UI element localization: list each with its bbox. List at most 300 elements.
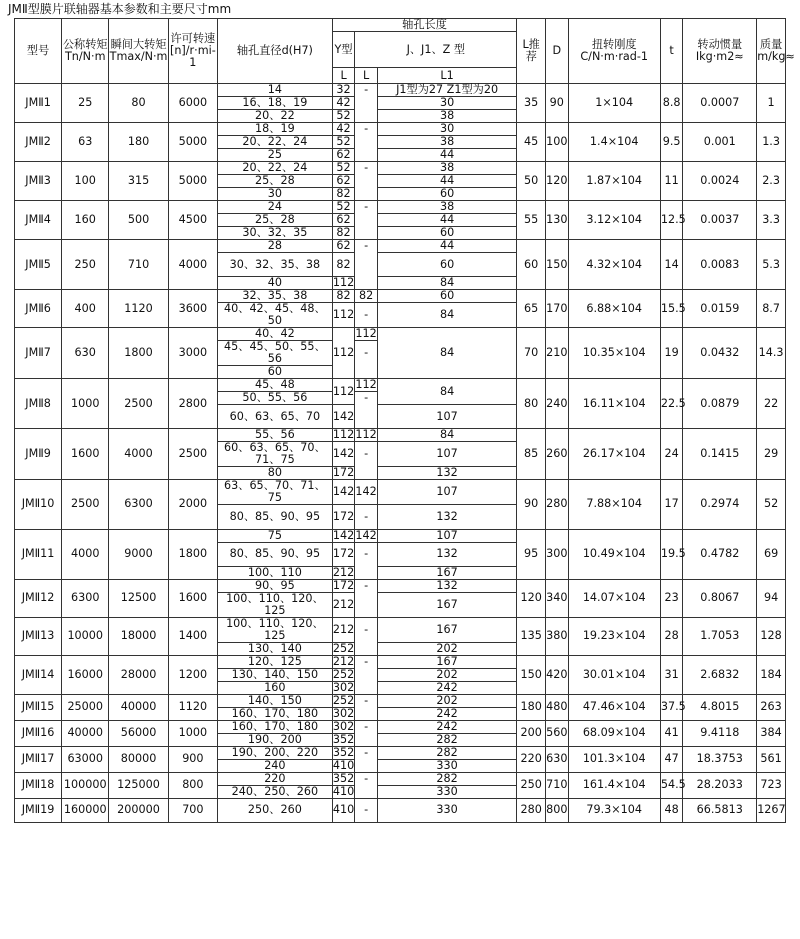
l1-length-cell: 167 <box>377 617 516 642</box>
max-torque-cell: 1800 <box>109 328 168 379</box>
l-recommended-cell: 220 <box>517 746 546 772</box>
model-cell: JMⅡ3 <box>15 162 62 201</box>
speed-cell: 1600 <box>168 579 217 617</box>
nominal-torque-cell: 100000 <box>62 772 109 798</box>
outer-diameter-cell: 380 <box>546 617 569 655</box>
l1-length-cell: J1型为27 Z1型为20 <box>377 84 516 97</box>
y-length-cell: 52 <box>332 110 355 123</box>
y-length-cell: 112 <box>332 428 355 442</box>
outer-diameter-cell: 630 <box>546 746 569 772</box>
mass-cell: 8.7 <box>757 290 786 328</box>
bore-diameter-cell: 18、19 <box>217 123 332 136</box>
nominal-torque-cell: 25000 <box>62 694 109 720</box>
j-length-cell: - <box>355 303 378 328</box>
mass-cell: 184 <box>757 655 786 694</box>
table-row <box>15 429 786 442</box>
j-length-cell <box>355 110 378 123</box>
l-recommended-cell: 45 <box>517 123 546 162</box>
y-length-cell: 32 <box>332 84 355 97</box>
inertia-cell: 0.0007 <box>683 84 757 123</box>
j-length-cell: - <box>355 542 378 566</box>
t-cell: 23 <box>660 579 683 617</box>
y-length-cell: 172 <box>332 505 355 529</box>
y-length-cell: 212 <box>332 592 355 617</box>
t-cell: 19.5 <box>660 529 683 579</box>
mass-cell: 22 <box>757 379 786 429</box>
nominal-torque-cell: 160 <box>62 201 109 240</box>
l1-length-cell: 107 <box>377 405 516 429</box>
j-length-cell: - <box>355 798 378 822</box>
bore-diameter-cell: 20、22 <box>217 110 332 123</box>
inertia-cell: 0.4782 <box>683 529 757 579</box>
l1-length-cell: 282 <box>377 746 516 759</box>
nominal-torque-cell: 400 <box>62 290 109 328</box>
torsional-stiffness-cell: 47.46×104 <box>568 694 660 720</box>
mass-cell: 52 <box>757 480 786 529</box>
mass-cell: 1267 <box>757 798 786 822</box>
l1-length-cell: 242 <box>377 681 516 694</box>
j-length-cell: - <box>355 201 378 214</box>
nominal-torque-cell: 63000 <box>62 746 109 772</box>
l1-length-cell: 84 <box>377 429 516 442</box>
max-torque-cell: 315 <box>109 162 168 201</box>
j-length-cell <box>355 253 378 277</box>
bore-diameter-cell: 24 <box>217 201 332 214</box>
table-row <box>15 84 786 97</box>
j-length-cell <box>355 277 378 290</box>
model-cell: JMⅡ6 <box>15 290 62 328</box>
speed-cell: 900 <box>168 746 217 772</box>
l1-length-cell: 330 <box>377 759 516 772</box>
bore-diameter-cell: 40 <box>217 277 332 290</box>
nominal-torque-cell: 63 <box>62 123 109 162</box>
t-cell: 24 <box>660 429 683 480</box>
outer-diameter-cell: 800 <box>546 798 569 822</box>
y-length-cell: 112 <box>332 276 355 290</box>
l1-length-cell: 202 <box>377 694 516 707</box>
y-length-cell: 42 <box>332 123 355 136</box>
l-recommended-cell: 280 <box>517 798 546 822</box>
l1-length-cell: 30 <box>377 97 516 110</box>
speed-cell: 3000 <box>168 328 217 379</box>
inertia-cell: 0.0432 <box>683 328 757 379</box>
speed-cell: 6000 <box>168 84 217 123</box>
inertia-cell: 4.8015 <box>683 694 757 720</box>
inertia-cell: 1.7053 <box>683 617 757 655</box>
max-torque-cell: 28000 <box>109 655 168 694</box>
model-cell: JMⅡ1 <box>15 84 62 123</box>
max-torque-cell: 9000 <box>109 529 168 579</box>
header-inertia: 转动惯量Ikg·m2≈ <box>683 19 757 84</box>
l-recommended-cell: 135 <box>517 617 546 655</box>
header-max-torque: 瞬间大转矩Tmax/N·m <box>109 19 168 84</box>
y-length-cell: 172 <box>332 542 355 566</box>
coupling-parameter-table <box>14 18 795 823</box>
speed-cell: 1000 <box>168 720 217 746</box>
l1-length-cell: 84 <box>377 328 516 379</box>
torsional-stiffness-cell: 16.11×104 <box>568 379 660 429</box>
l1-length-cell: 38 <box>377 162 516 175</box>
y-length-cell: 172 <box>332 466 355 480</box>
l-recommended-cell: 85 <box>517 429 546 480</box>
speed-cell: 3600 <box>168 290 217 328</box>
inertia-cell: 0.8067 <box>683 579 757 617</box>
max-torque-cell: 710 <box>109 240 168 290</box>
j-length-cell <box>355 733 378 746</box>
y-length-cell: 62 <box>332 214 355 227</box>
speed-cell: 2500 <box>168 429 217 480</box>
t-cell: 17 <box>660 480 683 529</box>
j-length-cell: - <box>355 720 378 733</box>
speed-cell: 1800 <box>168 529 217 579</box>
speed-cell: 700 <box>168 798 217 822</box>
speed-cell: 800 <box>168 772 217 798</box>
nominal-torque-cell: 6300 <box>62 579 109 617</box>
l-recommended-cell: 250 <box>517 772 546 798</box>
bore-diameter-cell: 60 <box>217 366 332 379</box>
max-torque-cell: 56000 <box>109 720 168 746</box>
max-torque-cell: 200000 <box>109 798 168 822</box>
mass-cell: 69 <box>757 529 786 579</box>
outer-diameter-cell: 100 <box>546 123 569 162</box>
j-length-cell: - <box>355 123 378 136</box>
bore-diameter-cell: 45、48 <box>217 379 332 392</box>
bore-diameter-cell: 140、150 <box>217 694 332 707</box>
l1-length-cell: 60 <box>377 290 516 303</box>
bore-diameter-cell: 160 <box>217 681 332 694</box>
inertia-cell: 0.0083 <box>683 240 757 290</box>
j-length-cell: 112 <box>355 378 377 392</box>
l1-length-cell: 107 <box>377 529 516 542</box>
header-jz-type: J、J1、Z 型 <box>355 32 517 68</box>
t-cell: 37.5 <box>660 694 683 720</box>
header-outer-diameter: D <box>546 19 569 84</box>
y-length-cell: 252 <box>332 641 355 655</box>
bore-diameter-cell: 25、28 <box>217 214 332 227</box>
t-cell: 41 <box>660 720 683 746</box>
l-recommended-cell: 180 <box>517 694 546 720</box>
mass-cell: 1 <box>757 84 786 123</box>
j-length-cell: - <box>355 694 378 707</box>
outer-diameter-cell: 260 <box>546 429 569 480</box>
l1-length-cell: 84 <box>377 277 516 290</box>
model-cell: JMⅡ16 <box>15 720 62 746</box>
mass-cell: 94 <box>757 579 786 617</box>
torsional-stiffness-cell: 19.23×104 <box>568 617 660 655</box>
l-recommended-cell: 60 <box>517 240 546 290</box>
bore-diameter-cell: 160、170、180 <box>217 720 332 733</box>
t-cell: 8.8 <box>660 84 683 123</box>
nominal-torque-cell: 10000 <box>62 617 109 655</box>
l1-length-cell: 282 <box>377 772 516 785</box>
t-cell: 12.5 <box>660 201 683 240</box>
inertia-cell: 0.0879 <box>683 379 757 429</box>
j-length-cell <box>355 566 378 579</box>
l1-length-cell: 132 <box>377 467 516 480</box>
y-length-cell: 352 <box>332 771 355 785</box>
inertia-cell: 18.3753 <box>683 746 757 772</box>
table-row <box>15 746 786 759</box>
l1-length-cell: 44 <box>377 214 516 227</box>
j-length-cell: - <box>355 162 378 175</box>
l-recommended-cell: 90 <box>517 480 546 529</box>
y-length-cell: 112 <box>332 303 355 328</box>
outer-diameter-cell: 560 <box>546 720 569 746</box>
outer-diameter-cell: 340 <box>546 579 569 617</box>
y-length-cell: 62 <box>332 149 355 162</box>
model-cell: JMⅡ8 <box>15 379 62 429</box>
torsional-stiffness-cell: 10.49×104 <box>568 529 660 579</box>
mass-cell: 2.3 <box>757 162 786 201</box>
outer-diameter-cell: 120 <box>546 162 569 201</box>
table-row <box>15 579 786 592</box>
mass-cell: 1.3 <box>757 123 786 162</box>
l1-length-cell: 84 <box>377 379 516 405</box>
l1-length-cell: 38 <box>377 136 516 149</box>
table-row <box>15 123 786 136</box>
l-recommended-cell: 70 <box>517 328 546 379</box>
bore-diameter-cell: 80 <box>217 467 332 480</box>
header-torsional-stiffness: 扭转刚度C/N·m·rad-1 <box>568 19 660 84</box>
j-length-cell: 142 <box>355 528 377 542</box>
outer-diameter-cell: 90 <box>546 84 569 123</box>
speed-cell: 4500 <box>168 201 217 240</box>
l-recommended-cell: 150 <box>517 655 546 694</box>
y-length-cell: 82 <box>332 227 355 240</box>
t-cell: 28 <box>660 617 683 655</box>
speed-cell: 1400 <box>168 617 217 655</box>
j-length-cell <box>355 366 378 379</box>
y-length-cell: 252 <box>332 693 355 707</box>
model-cell: JMⅡ10 <box>15 480 62 529</box>
j-length-cell <box>355 467 378 480</box>
header-l-j: L <box>355 68 378 84</box>
l-recommended-cell: 95 <box>517 529 546 579</box>
l1-length-cell: 60 <box>377 227 516 240</box>
j-length-cell: - <box>355 772 378 785</box>
l1-length-cell: 202 <box>377 668 516 681</box>
speed-cell: 1120 <box>168 694 217 720</box>
outer-diameter-cell: 480 <box>546 694 569 720</box>
nominal-torque-cell: 1600 <box>62 429 109 480</box>
bore-diameter-cell: 100、110、120、125 <box>217 617 332 642</box>
inertia-cell: 66.5813 <box>683 798 757 822</box>
j-length-cell: - <box>355 442 378 467</box>
outer-diameter-cell: 710 <box>546 772 569 798</box>
model-cell: JMⅡ17 <box>15 746 62 772</box>
y-length-cell: 142 <box>332 528 355 542</box>
table-row <box>15 480 786 505</box>
outer-diameter-cell: 210 <box>546 328 569 379</box>
y-length-cell: 352 <box>332 732 355 746</box>
j-length-cell <box>355 188 378 201</box>
bore-diameter-cell: 50、55、56 <box>217 392 332 405</box>
max-torque-cell: 4000 <box>109 429 168 480</box>
speed-cell: 1200 <box>168 655 217 694</box>
table-row <box>15 655 786 668</box>
table-row <box>15 201 786 214</box>
l-recommended-cell: 50 <box>517 162 546 201</box>
j-length-cell: - <box>355 746 378 759</box>
j-length-cell <box>355 642 378 655</box>
y-length-cell: 302 <box>332 706 355 720</box>
header-l1: L1 <box>377 68 516 84</box>
torsional-stiffness-cell: 10.35×104 <box>568 328 660 379</box>
j-length-cell: 82 <box>355 290 378 303</box>
table-row <box>15 798 786 822</box>
bore-diameter-cell: 20、22、24 <box>217 136 332 149</box>
nominal-torque-cell: 100 <box>62 162 109 201</box>
l-recommended-cell: 80 <box>517 379 546 429</box>
model-cell: JMⅡ5 <box>15 240 62 290</box>
t-cell: 48 <box>660 798 683 822</box>
y-length-cell: 302 <box>332 719 355 733</box>
y-length-cell: 62 <box>332 175 355 188</box>
l-recommended-cell: 65 <box>517 290 546 328</box>
speed-cell: 5000 <box>168 123 217 162</box>
y-length-cell: 112 <box>332 328 355 379</box>
inertia-cell: 0.0024 <box>683 162 757 201</box>
j-length-cell <box>355 136 378 149</box>
max-torque-cell: 2500 <box>109 379 168 429</box>
torsional-stiffness-cell: 1×104 <box>568 84 660 123</box>
t-cell: 47 <box>660 746 683 772</box>
outer-diameter-cell: 240 <box>546 379 569 429</box>
j-length-cell <box>355 214 378 227</box>
speed-cell: 2800 <box>168 379 217 429</box>
y-length-cell: 82 <box>332 253 355 277</box>
t-cell: 15.5 <box>660 290 683 328</box>
torsional-stiffness-cell: 30.01×104 <box>568 655 660 694</box>
header-bore-length: 轴孔长度 <box>332 19 517 32</box>
l1-length-cell: 107 <box>377 480 516 505</box>
y-length-cell: 112 <box>332 379 355 405</box>
bore-diameter-cell: 60、63、65、70 <box>217 405 332 429</box>
max-torque-cell: 80 <box>109 84 168 123</box>
page-title: JMⅡ型膜片联轴器基本参数和主要尺寸mm <box>8 2 232 16</box>
table-row <box>15 162 786 175</box>
mass-cell: 561 <box>757 746 786 772</box>
nominal-torque-cell: 160000 <box>62 798 109 822</box>
torsional-stiffness-cell: 161.4×104 <box>568 772 660 798</box>
table-row <box>15 290 786 303</box>
y-length-cell: 142 <box>332 405 355 429</box>
table-body <box>15 84 786 823</box>
l1-length-cell: 330 <box>377 798 516 822</box>
speed-cell: 5000 <box>168 162 217 201</box>
max-torque-cell: 180 <box>109 123 168 162</box>
y-length-cell: 212 <box>332 617 355 642</box>
l1-length-cell: 44 <box>377 175 516 188</box>
l1-length-cell: 38 <box>377 110 516 123</box>
model-cell: JMⅡ14 <box>15 655 62 694</box>
j-length-cell: - <box>355 617 378 642</box>
inertia-cell: 2.6832 <box>683 655 757 694</box>
bore-diameter-cell: 25 <box>217 149 332 162</box>
j-length-cell <box>355 759 378 772</box>
max-torque-cell: 18000 <box>109 617 168 655</box>
y-length-cell: 212 <box>332 654 355 668</box>
inertia-cell: 0.001 <box>683 123 757 162</box>
header-nominal-torque: 公称转矩Tn/N·m <box>62 19 109 84</box>
bore-diameter-cell: 160、170、180 <box>217 707 332 720</box>
j-length-cell <box>355 97 378 110</box>
l1-length-cell: 167 <box>377 566 516 579</box>
table-row <box>15 720 786 733</box>
bore-diameter-cell: 190、200 <box>217 733 332 746</box>
l1-length-cell: 132 <box>377 505 516 529</box>
mass-cell: 384 <box>757 720 786 746</box>
l1-length-cell: 60 <box>377 188 516 201</box>
j-length-cell: 142 <box>355 480 378 505</box>
header-bore-diameter: 轴孔直径d(H7) <box>217 19 332 84</box>
l1-length-cell: 30 <box>377 123 516 136</box>
bore-diameter-cell: 55、56 <box>217 429 332 442</box>
j-length-cell: - <box>355 505 378 529</box>
mass-cell: 29 <box>757 429 786 480</box>
bore-diameter-cell: 32、35、38 <box>217 290 332 303</box>
mass-cell: 3.3 <box>757 201 786 240</box>
l1-length-cell: 38 <box>377 201 516 214</box>
header-speed: 许可转速[n]/r·mi-1 <box>168 19 217 84</box>
nominal-torque-cell: 250 <box>62 240 109 290</box>
table-row <box>15 694 786 707</box>
j-length-cell: 112 <box>355 428 377 442</box>
mass-cell: 5.3 <box>757 240 786 290</box>
nominal-torque-cell: 630 <box>62 328 109 379</box>
bore-diameter-cell: 80、85、90、95 <box>217 505 332 529</box>
inertia-cell: 28.2033 <box>683 772 757 798</box>
j-length-cell: - <box>355 341 378 366</box>
y-length-cell: 212 <box>332 565 355 579</box>
speed-cell: 2000 <box>168 480 217 529</box>
max-torque-cell: 500 <box>109 201 168 240</box>
outer-diameter-cell: 150 <box>546 240 569 290</box>
y-length-cell: 410 <box>332 784 355 798</box>
outer-diameter-cell: 300 <box>546 529 569 579</box>
model-cell: JMⅡ11 <box>15 529 62 579</box>
model-cell: JMⅡ13 <box>15 617 62 655</box>
l-recommended-cell: 55 <box>517 201 546 240</box>
l1-length-cell: 107 <box>377 442 516 467</box>
max-torque-cell: 12500 <box>109 579 168 617</box>
t-cell: 31 <box>660 655 683 694</box>
torsional-stiffness-cell: 79.3×104 <box>568 798 660 822</box>
l1-length-cell: 132 <box>377 542 516 566</box>
j-length-cell: - <box>355 392 378 405</box>
j-length-cell: 112 <box>355 327 377 341</box>
l1-length-cell: 242 <box>377 707 516 720</box>
model-cell: JMⅡ2 <box>15 123 62 162</box>
y-length-cell: 410 <box>332 758 355 772</box>
mass-cell: 14.3 <box>757 328 786 379</box>
bore-diameter-cell: 30 <box>217 188 332 201</box>
t-cell: 19 <box>660 328 683 379</box>
inertia-cell: 0.0159 <box>683 290 757 328</box>
table-row <box>15 772 786 785</box>
j-length-cell: - <box>355 84 378 97</box>
model-cell: JMⅡ7 <box>15 328 62 379</box>
model-cell: JMⅡ9 <box>15 429 62 480</box>
bore-diameter-cell: 40、42、45、48、50 <box>217 303 332 328</box>
bore-diameter-cell: 240、250、260 <box>217 785 332 798</box>
bore-diameter-cell: 250、260 <box>217 798 332 822</box>
outer-diameter-cell: 420 <box>546 655 569 694</box>
bore-diameter-cell: 75 <box>217 529 332 542</box>
model-cell: JMⅡ4 <box>15 201 62 240</box>
y-length-cell: 410 <box>332 798 355 822</box>
torsional-stiffness-cell: 26.17×104 <box>568 429 660 480</box>
